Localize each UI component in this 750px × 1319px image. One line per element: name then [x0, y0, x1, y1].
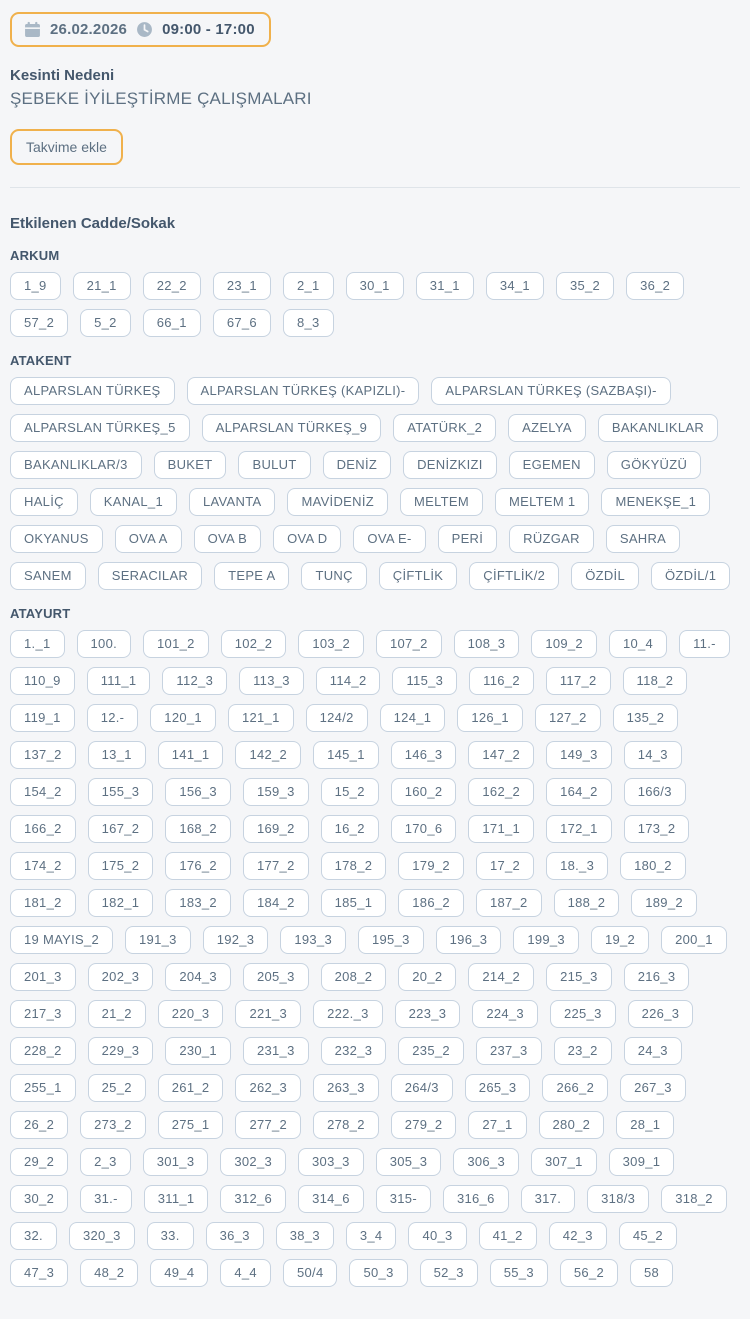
street-chip: 201_3: [10, 963, 76, 991]
street-chip: 174_2: [10, 852, 76, 880]
street-chip: 170_6: [391, 815, 457, 843]
street-chip: 196_3: [436, 926, 502, 954]
street-chip: 45_2: [619, 1222, 677, 1250]
street-chip: 67_6: [213, 309, 271, 337]
street-chip: 135_2: [613, 704, 679, 732]
street-chip: 50/4: [283, 1259, 338, 1287]
add-to-calendar-button[interactable]: Takvime ekle: [10, 129, 123, 165]
street-chip: PERİ: [438, 525, 498, 553]
street-chip: 154_2: [10, 778, 76, 806]
street-chip: 164_2: [546, 778, 612, 806]
street-chip: 267_3: [620, 1074, 686, 1102]
street-chip: 108_3: [454, 630, 520, 658]
street-chip: 21_2: [88, 1000, 146, 1028]
street-chip: 315-: [376, 1185, 431, 1213]
street-chip: RÜZGAR: [509, 525, 594, 553]
street-chip: 176_2: [165, 852, 231, 880]
street-chip: 320_3: [69, 1222, 135, 1250]
street-chip: 188_2: [554, 889, 620, 917]
street-chip: 204_3: [165, 963, 231, 991]
street-chip: 230_1: [165, 1037, 231, 1065]
street-chip: 121_1: [228, 704, 294, 732]
street-chip: 229_3: [88, 1037, 154, 1065]
street-chip: 278_2: [313, 1111, 379, 1139]
street-chip: 49_4: [150, 1259, 208, 1287]
street-chip: MENEKŞE_1: [601, 488, 710, 516]
street-chip: ALPARSLAN TÜRKEŞ (SAZBAŞI)-: [431, 377, 670, 405]
street-chip: 28_1: [616, 1111, 674, 1139]
street-chip: 228_2: [10, 1037, 76, 1065]
street-chip: 55_3: [490, 1259, 548, 1287]
street-chip: 307_1: [531, 1148, 597, 1176]
street-chip: 178_2: [321, 852, 387, 880]
street-chip: 167_2: [88, 815, 154, 843]
street-chip: ÇİFTLİK: [379, 562, 458, 590]
street-chip: 119_1: [10, 704, 75, 732]
street-chip: 146_3: [391, 741, 457, 769]
street-chip: 235_2: [398, 1037, 464, 1065]
street-chip: 58: [630, 1259, 673, 1287]
street-chip: OVA A: [115, 525, 182, 553]
street-chip: 40_3: [408, 1222, 466, 1250]
street-chip: 312_6: [220, 1185, 286, 1213]
street-group-atayurt: [10, 606, 740, 1287]
street-chip: 10_4: [609, 630, 667, 658]
street-group-arkum: [10, 248, 740, 337]
street-chip-list: [10, 630, 740, 1287]
street-chip: 186_2: [398, 889, 464, 917]
street-chip: 215_3: [546, 963, 612, 991]
clock-icon: [136, 21, 153, 38]
street-chip: 159_3: [243, 778, 309, 806]
street-chip: ALPARSLAN TÜRKEŞ (KAPIZLI)-: [187, 377, 420, 405]
street-chip: 222._3: [313, 1000, 383, 1028]
street-chip: 221_3: [235, 1000, 301, 1028]
street-chip: 24_3: [624, 1037, 682, 1065]
street-chip: 12.-: [87, 704, 139, 732]
street-chip: 1_9: [10, 272, 61, 300]
street-chip: 112_3: [162, 667, 227, 695]
street-chip: 189_2: [631, 889, 697, 917]
street-chip: SAHRA: [606, 525, 680, 553]
street-chip: 52_3: [420, 1259, 478, 1287]
street-chip: 226_3: [628, 1000, 694, 1028]
street-group-name: ATAKENT: [10, 353, 72, 368]
street-chip: 1._1: [10, 630, 65, 658]
street-chip: MAVİDENİZ: [287, 488, 388, 516]
street-chip: BUKET: [154, 451, 227, 479]
street-chip: 19_2: [591, 926, 649, 954]
street-chip: 56_2: [560, 1259, 618, 1287]
street-chip: 262_3: [235, 1074, 301, 1102]
street-chip: MELTEM: [400, 488, 483, 516]
street-chip: 33.: [147, 1222, 194, 1250]
street-chip: OVA D: [273, 525, 341, 553]
street-chip: 179_2: [398, 852, 464, 880]
street-chip: 180_2: [620, 852, 686, 880]
street-chip: BULUT: [238, 451, 310, 479]
street-chip: 18._3: [546, 852, 608, 880]
street-chip: 120_1: [150, 704, 216, 732]
street-chip: 208_2: [321, 963, 387, 991]
street-chip: 20_2: [398, 963, 456, 991]
reason-label: Kesinti Nedeni: [10, 67, 115, 84]
street-chip: 147_2: [468, 741, 534, 769]
street-chip: ÇİFTLİK/2: [469, 562, 559, 590]
street-chip: 155_3: [88, 778, 154, 806]
street-chip-list: [10, 377, 740, 590]
street-chip: 102_2: [221, 630, 287, 658]
street-chip: 2_3: [80, 1148, 131, 1176]
street-chip: 184_2: [243, 889, 309, 917]
street-chip: 172_1: [546, 815, 612, 843]
street-chip: 36_3: [206, 1222, 264, 1250]
street-chip: 110_9: [10, 667, 75, 695]
street-chip: 17_2: [476, 852, 534, 880]
street-chip: 301_3: [143, 1148, 209, 1176]
street-chip-list: [10, 272, 740, 337]
street-chip: 314_6: [298, 1185, 364, 1213]
street-chip: 166_2: [10, 815, 76, 843]
street-chip: 162_2: [468, 778, 534, 806]
street-chip: EGEMEN: [509, 451, 595, 479]
street-chip: 48_2: [80, 1259, 138, 1287]
street-chip: SERACILAR: [98, 562, 202, 590]
street-chip: 47_3: [10, 1259, 68, 1287]
street-chip: 50_3: [349, 1259, 407, 1287]
street-chip: 57_2: [10, 309, 68, 337]
street-chip: LAVANTA: [189, 488, 275, 516]
street-chip: 3_4: [346, 1222, 397, 1250]
street-chip: 280_2: [539, 1111, 605, 1139]
outage-time-range: 09:00 - 17:00: [162, 21, 255, 38]
street-chip: OKYANUS: [10, 525, 103, 553]
street-chip: BAKANLIKLAR/3: [10, 451, 142, 479]
street-chip: 42_3: [549, 1222, 607, 1250]
street-chip: 11.-: [679, 630, 730, 658]
street-chip: 225_3: [550, 1000, 616, 1028]
street-chip: 25_2: [88, 1074, 146, 1102]
street-chip: KANAL_1: [90, 488, 177, 516]
street-chip: 265_3: [465, 1074, 531, 1102]
street-chip: 14_3: [624, 741, 682, 769]
street-chip: 5_2: [80, 309, 131, 337]
street-chip: MELTEM 1: [495, 488, 589, 516]
street-chip: 261_2: [158, 1074, 224, 1102]
street-chip: 224_3: [472, 1000, 538, 1028]
calendar-icon: [24, 21, 41, 38]
street-chip: 100.: [77, 630, 132, 658]
street-chip: 145_1: [313, 741, 379, 769]
street-chip: GÖKYÜZÜ: [607, 451, 701, 479]
street-chip: 124_1: [380, 704, 446, 732]
street-chip: 113_3: [239, 667, 304, 695]
street-chip: 126_1: [457, 704, 523, 732]
street-chip: 237_3: [476, 1037, 542, 1065]
street-chip: 127_2: [535, 704, 601, 732]
street-chip: DENİZKIZI: [403, 451, 497, 479]
street-chip: 117_2: [546, 667, 611, 695]
street-chip: 191_3: [125, 926, 191, 954]
street-chip: 22_2: [143, 272, 201, 300]
street-chip: 168_2: [165, 815, 231, 843]
street-chip: 264/3: [391, 1074, 453, 1102]
street-chip: SANEM: [10, 562, 86, 590]
street-chip: TUNÇ: [301, 562, 366, 590]
street-chip: 160_2: [391, 778, 457, 806]
street-chip: AZELYA: [508, 414, 586, 442]
datetime-badge: [10, 12, 271, 47]
street-chip: 30_1: [346, 272, 404, 300]
street-chip: 111_1: [87, 667, 151, 695]
street-chip: ATATÜRK_2: [393, 414, 496, 442]
street-chip: 205_3: [243, 963, 309, 991]
street-chip: ALPARSLAN TÜRKEŞ_5: [10, 414, 190, 442]
street-chip: 16_2: [321, 815, 379, 843]
street-chip: 2_1: [283, 272, 334, 300]
street-chip: 202_3: [88, 963, 154, 991]
street-chip: 192_3: [203, 926, 269, 954]
street-chip: ALPARSLAN TÜRKEŞ_9: [202, 414, 382, 442]
street-chip: 116_2: [469, 667, 534, 695]
street-chip: 118_2: [623, 667, 688, 695]
street-chip: 19 MAYIS_2: [10, 926, 113, 954]
street-chip: ÖZDİL: [571, 562, 639, 590]
street-chip: 31_1: [416, 272, 474, 300]
street-chip: 15_2: [321, 778, 379, 806]
street-chip: 303_3: [298, 1148, 364, 1176]
street-chip: 220_3: [158, 1000, 224, 1028]
outage-date: 26.02.2026: [50, 21, 128, 38]
street-chip: 13_1: [88, 741, 146, 769]
street-chip: 311_1: [144, 1185, 209, 1213]
street-chip: 23_2: [554, 1037, 612, 1065]
street-chip: BAKANLIKLAR: [598, 414, 718, 442]
street-chip: 199_3: [513, 926, 579, 954]
street-chip: 109_2: [531, 630, 597, 658]
street-chip: DENİZ: [323, 451, 392, 479]
street-chip: 214_2: [468, 963, 534, 991]
street-chip: 279_2: [391, 1111, 457, 1139]
street-chip: 266_2: [542, 1074, 608, 1102]
street-group-name: ATAYURT: [10, 606, 71, 621]
street-chip: 305_3: [376, 1148, 442, 1176]
street-chip: 23_1: [213, 272, 271, 300]
street-chip: 232_3: [321, 1037, 387, 1065]
street-chip: 27_1: [468, 1111, 526, 1139]
street-chip: 255_1: [10, 1074, 76, 1102]
street-chip: 318_2: [661, 1185, 727, 1213]
street-chip: 36_2: [626, 272, 684, 300]
street-chip: 31.-: [80, 1185, 132, 1213]
street-chip: 195_3: [358, 926, 424, 954]
street-chip: TEPE A: [214, 562, 289, 590]
street-chip: 318/3: [587, 1185, 649, 1213]
street-chip: 317.: [521, 1185, 576, 1213]
street-groups: [10, 248, 740, 1287]
street-chip: 181_2: [10, 889, 76, 917]
street-chip: 114_2: [316, 667, 381, 695]
street-chip: 306_3: [453, 1148, 519, 1176]
street-chip: 142_2: [235, 741, 301, 769]
street-chip: 173_2: [624, 815, 690, 843]
street-chip: 141_1: [158, 741, 224, 769]
street-chip: 101_2: [143, 630, 209, 658]
street-chip: 200_1: [661, 926, 727, 954]
street-group-atakent: [10, 353, 740, 590]
street-chip: 187_2: [476, 889, 542, 917]
street-chip: 223_3: [395, 1000, 461, 1028]
street-chip: OVA B: [194, 525, 262, 553]
street-chip: HALİÇ: [10, 488, 78, 516]
street-chip: ÖZDİL/1: [651, 562, 730, 590]
street-chip: 115_3: [392, 667, 457, 695]
section-divider: [10, 187, 740, 188]
street-chip: 124/2: [306, 704, 368, 732]
street-chip: 263_3: [313, 1074, 379, 1102]
street-chip: 66_1: [143, 309, 201, 337]
street-chip: 41_2: [479, 1222, 537, 1250]
street-chip: 302_3: [220, 1148, 286, 1176]
street-chip: 273_2: [80, 1111, 146, 1139]
street-chip: 21_1: [73, 272, 131, 300]
street-chip: 4_4: [220, 1259, 271, 1287]
street-chip: 277_2: [235, 1111, 301, 1139]
street-chip: 275_1: [158, 1111, 224, 1139]
affected-streets-title: Etkilenen Cadde/Sokak: [10, 215, 176, 232]
street-chip: 35_2: [556, 272, 614, 300]
street-chip: 156_3: [165, 778, 231, 806]
street-chip: 8_3: [283, 309, 334, 337]
street-chip: 103_2: [298, 630, 364, 658]
street-chip: 185_1: [321, 889, 387, 917]
street-chip: 29_2: [10, 1148, 68, 1176]
street-chip: 175_2: [88, 852, 154, 880]
street-chip: 166/3: [624, 778, 686, 806]
street-chip: 32.: [10, 1222, 57, 1250]
street-chip: 231_3: [243, 1037, 309, 1065]
street-chip: 216_3: [624, 963, 690, 991]
street-chip: 149_3: [546, 741, 612, 769]
street-chip: 26_2: [10, 1111, 68, 1139]
street-chip: OVA E-: [353, 525, 425, 553]
street-chip: 34_1: [486, 272, 544, 300]
street-chip: 177_2: [243, 852, 309, 880]
street-chip: 137_2: [10, 741, 76, 769]
street-group-name: ARKUM: [10, 248, 60, 263]
street-chip: 183_2: [165, 889, 231, 917]
street-chip: 193_3: [280, 926, 346, 954]
reason-value: ŞEBEKE İYİLEŞTİRME ÇALIŞMALARI: [10, 89, 312, 108]
street-chip: 107_2: [376, 630, 442, 658]
street-chip: 309_1: [609, 1148, 675, 1176]
street-chip: 169_2: [243, 815, 309, 843]
street-chip: 30_2: [10, 1185, 68, 1213]
street-chip: ALPARSLAN TÜRKEŞ: [10, 377, 175, 405]
street-chip: 316_6: [443, 1185, 509, 1213]
street-chip: 182_1: [88, 889, 154, 917]
street-chip: 171_1: [468, 815, 534, 843]
street-chip: 217_3: [10, 1000, 76, 1028]
street-chip: 38_3: [276, 1222, 334, 1250]
